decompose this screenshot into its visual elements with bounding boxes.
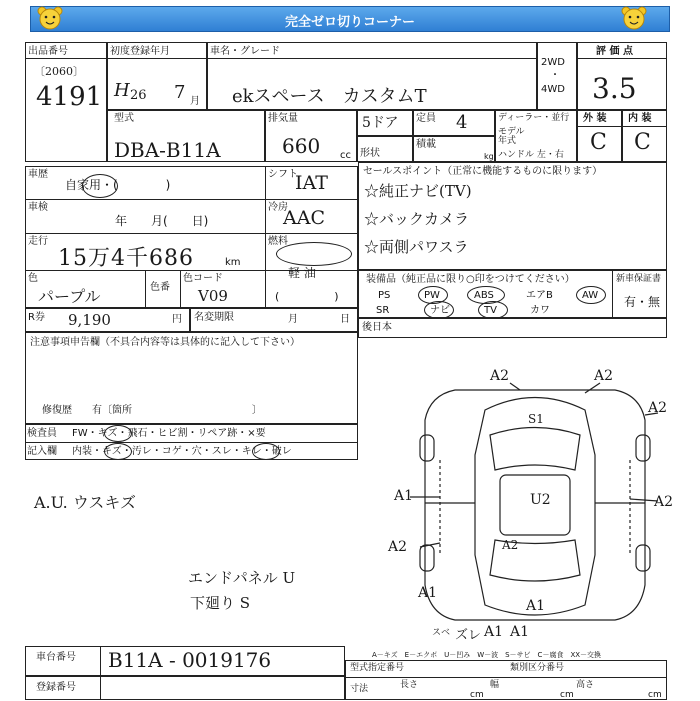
damage-legend: A－キズ E－エクボ U－凹み W－波 S－サビ C－腐食 XX－交換 bbox=[372, 651, 602, 659]
note-right-1: エンドパネル U bbox=[188, 569, 296, 587]
yen-unit: 円 bbox=[172, 314, 182, 325]
damage-mark: A1 bbox=[526, 598, 546, 614]
type-designation-label: 型式指定番号 bbox=[350, 663, 405, 673]
load-label: 積載 bbox=[416, 139, 436, 150]
registration-number-label: 登録番号 bbox=[36, 682, 76, 693]
handle-label: ハンドル 左・右 bbox=[498, 150, 564, 160]
interior-checks-label: 内装・キズ・汚レ・コゲ・穴・スレ・キレ・破レ bbox=[72, 446, 292, 457]
mileage-label: 走行 bbox=[28, 236, 48, 247]
damage-mark: A1 bbox=[484, 624, 504, 640]
circle-mark bbox=[576, 286, 606, 304]
drive-2wd-label: 2WD bbox=[541, 57, 565, 68]
aircon-value: AAC bbox=[283, 207, 325, 229]
registry-date-cell bbox=[358, 318, 667, 338]
selling-point-1: ☆純正ナビ(TV) bbox=[364, 182, 472, 200]
circle-mark bbox=[252, 443, 280, 460]
circle-mark bbox=[478, 301, 508, 319]
equipment-label: 装備品（純正品に限り○印をつけてください） bbox=[366, 274, 575, 285]
exterior-label: 外 装 bbox=[583, 113, 607, 124]
equipment-item: エアB bbox=[526, 290, 553, 301]
equipment-item: PW bbox=[424, 290, 440, 301]
equipment-item: AW bbox=[582, 290, 599, 301]
damage-mark: A2 bbox=[388, 539, 408, 555]
damage-mark: A2 bbox=[648, 400, 668, 416]
inspector-label: 検査員 bbox=[27, 428, 57, 439]
capacity-label: 定員 bbox=[416, 113, 436, 124]
damage-mark: U2 bbox=[530, 492, 551, 508]
class-number-label: 類別区分番号 bbox=[510, 663, 565, 673]
damage-mark: A2 bbox=[502, 538, 519, 552]
fuel-diesel-label: 軽 油 bbox=[288, 266, 316, 280]
bear-mascot-icon bbox=[620, 6, 648, 30]
color-code-value: V09 bbox=[198, 287, 228, 305]
notes-label: 注意事項申告欄（不具合内容等は具体的に記入して下さい） bbox=[30, 337, 300, 348]
equipment-item: ABS bbox=[474, 290, 494, 301]
month-unit: 月 bbox=[190, 96, 200, 107]
interior-grade: C bbox=[634, 130, 651, 155]
exterior-grade: C bbox=[590, 130, 607, 155]
era-value: H bbox=[114, 80, 130, 101]
header-banner bbox=[30, 6, 670, 32]
selling-point-2: ☆バックカメラ bbox=[364, 210, 470, 228]
circle-mark bbox=[424, 301, 454, 319]
aircon-label: 冷房 bbox=[268, 202, 288, 213]
damage-mark: A2 bbox=[490, 368, 510, 384]
displacement-label: 排気量 bbox=[268, 113, 298, 124]
bear-mascot-icon bbox=[36, 6, 64, 30]
drive-4wd-label: 4WD bbox=[541, 84, 565, 95]
cm-unit: cm bbox=[648, 690, 662, 700]
length-label: 長さ bbox=[400, 680, 419, 690]
equipment-item: ナビ bbox=[430, 305, 450, 316]
title-deadline-label: 名変期限 bbox=[194, 312, 234, 323]
width-label: 幅 bbox=[490, 680, 500, 690]
history-value: 自家用・( ) bbox=[65, 178, 171, 192]
damage-mark: A1 bbox=[394, 488, 414, 504]
month-label: 月 bbox=[288, 314, 298, 325]
registry-date-label: 後日本 bbox=[362, 322, 392, 333]
selling-point-3: ☆両側パワスラ bbox=[364, 238, 469, 256]
color-value: パープル bbox=[38, 287, 101, 306]
color-label: 色 bbox=[28, 273, 38, 284]
circle-mark bbox=[104, 425, 132, 442]
shift-label: シフト bbox=[268, 169, 298, 180]
shift-value: IAT bbox=[295, 172, 328, 194]
damage-mark: スベ bbox=[432, 628, 451, 638]
kg-unit: kg bbox=[484, 152, 494, 161]
equipment-item: TV bbox=[484, 305, 497, 316]
gasoline-circle-mark bbox=[276, 242, 352, 266]
body-type-label: 形状 bbox=[360, 148, 380, 159]
doors-value: 5ドア bbox=[362, 115, 399, 131]
damage-mark: ズレ bbox=[455, 628, 482, 643]
note-left: A.U. ウスキズ bbox=[34, 493, 137, 512]
cm-unit: cm bbox=[560, 690, 574, 700]
equipment-item: カワ bbox=[530, 305, 550, 316]
selling-points-label: セールスポイント（正常に機能するものに限ります） bbox=[363, 166, 603, 177]
car-name-value: ekスペース カスタムT bbox=[232, 86, 427, 107]
cm-unit: cm bbox=[470, 690, 484, 700]
fuel-other-label: ( ) bbox=[275, 290, 339, 303]
day-label: 日 bbox=[340, 314, 350, 325]
model-year-label: モデル 年式 bbox=[498, 127, 525, 146]
recycle-value: 9,190 bbox=[68, 311, 111, 329]
first-registration-label: 初度登録年月 bbox=[110, 46, 170, 57]
damage-mark: A1 bbox=[418, 585, 438, 601]
banner-title: 完全ゼロ切りコーナー bbox=[284, 15, 415, 30]
km-unit: km bbox=[225, 257, 241, 268]
equipment-item: SR bbox=[376, 305, 390, 316]
damage-mark: A2 bbox=[654, 494, 674, 510]
circle-mark bbox=[104, 443, 132, 460]
fuel-label: 燃料 bbox=[268, 236, 288, 247]
model-value: DBA-B11A bbox=[114, 138, 221, 162]
interior-label: 内 装 bbox=[628, 113, 652, 124]
damage-mark: A1 bbox=[510, 624, 530, 640]
damage-mark: A2 bbox=[594, 368, 614, 384]
month-value: 7 bbox=[174, 82, 186, 103]
dealer-label: ディーラー・並行 bbox=[498, 113, 570, 123]
inspection-date: 年 月( 日) bbox=[115, 214, 209, 228]
lot-prefix: 〔2060〕 bbox=[34, 65, 84, 78]
inspection-label: 車検 bbox=[28, 202, 48, 213]
color-code-label: 色コード bbox=[183, 273, 223, 284]
chassis-number-value: B11A - 0019176 bbox=[108, 648, 272, 672]
color-number-label: 色番 bbox=[150, 282, 170, 293]
car-name-label: 車名・グレード bbox=[210, 46, 280, 57]
lot-number-value: 4191 bbox=[36, 82, 103, 112]
lot-number-label: 出品番号 bbox=[28, 46, 68, 57]
year-value: 26 bbox=[130, 88, 147, 103]
recycle-label: R券 bbox=[28, 312, 45, 323]
exterior-checks-label: FW・キズ・飛石・ヒビ割・リペア跡・×要 bbox=[72, 428, 266, 439]
mileage-value: 15万4千686 bbox=[58, 246, 194, 271]
damage-mark: S1 bbox=[528, 412, 544, 426]
chassis-number-label: 車台番号 bbox=[36, 652, 76, 663]
repair-history-label: 修復歴 有〔箇所 〕 bbox=[42, 405, 262, 416]
drive-dot-label: ・ bbox=[550, 70, 560, 81]
capacity-value: 4 bbox=[456, 112, 468, 133]
history-label: 車歴 bbox=[28, 169, 48, 180]
circle-mark bbox=[82, 174, 118, 198]
cc-unit: cc bbox=[340, 150, 351, 161]
new-car-warranty-label: 新車保証書 bbox=[616, 274, 662, 284]
score-label: 評 価 点 bbox=[596, 46, 633, 57]
displacement-value: 660 bbox=[282, 134, 321, 158]
score-value: 3.5 bbox=[592, 72, 637, 105]
height-label: 高さ bbox=[576, 680, 595, 690]
warranty-value: 有・無 bbox=[624, 295, 661, 309]
dimensions-label: 寸法 bbox=[350, 684, 369, 694]
equipment-item: PS bbox=[378, 290, 391, 301]
entry-label: 記入欄 bbox=[27, 446, 57, 457]
model-label: 型式 bbox=[114, 113, 134, 124]
note-right-2: 下廻り S bbox=[190, 594, 251, 612]
